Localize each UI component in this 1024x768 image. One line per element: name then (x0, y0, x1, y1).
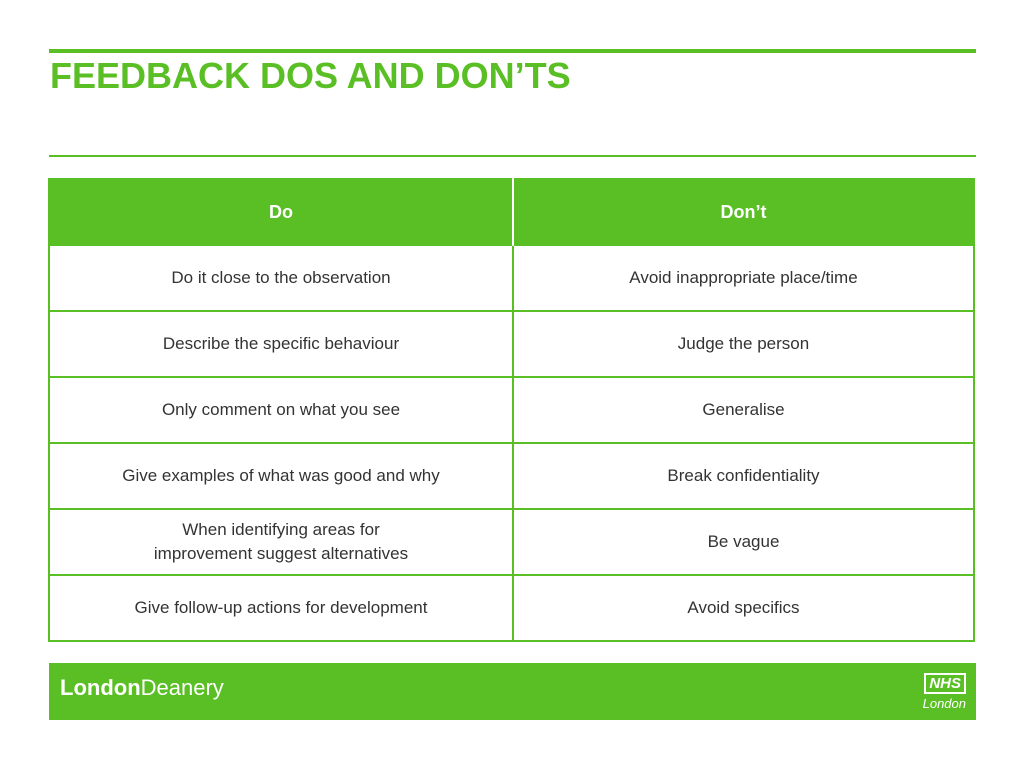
header-do: Do (49, 179, 513, 245)
logo-word-deanery: Deanery (140, 675, 224, 700)
cell-do: Give examples of what was good and why (49, 443, 513, 509)
cell-do: Give follow-up actions for development (49, 575, 513, 641)
table-row (49, 575, 974, 641)
cell-dont: Generalise (513, 377, 974, 443)
top-rule (49, 49, 976, 53)
cell-dont: Judge the person (513, 311, 974, 377)
cell-dont: Avoid specifics (513, 575, 974, 641)
table-header-row (49, 179, 974, 245)
logo-word-london: London (60, 675, 141, 700)
table-row (49, 245, 974, 311)
nhs-region-label: London (922, 696, 966, 711)
cell-dont: Avoid inappropriate place/time (513, 245, 974, 311)
table-row (49, 443, 974, 509)
table-row (49, 311, 974, 377)
table-row (49, 509, 974, 575)
header-dont: Don’t (513, 179, 974, 245)
cell-do: Do it close to the observation (49, 245, 513, 311)
footer-bar (49, 663, 976, 720)
london-deanery-logo (60, 673, 224, 703)
title-divider (49, 155, 976, 157)
slide-title: FEEDBACK DOS AND DON’TS (50, 55, 571, 96)
cell-do: When identifying areas for improvement suggest alternatives (49, 509, 513, 575)
nhs-badge: NHS (924, 673, 966, 694)
cell-do: Only comment on what you see (49, 377, 513, 443)
dos-donts-table (48, 178, 975, 642)
nhs-london-logo (910, 673, 966, 713)
cell-dont: Be vague (513, 509, 974, 575)
cell-dont: Break confidentiality (513, 443, 974, 509)
cell-do: Describe the specific behaviour (49, 311, 513, 377)
table-row (49, 377, 974, 443)
